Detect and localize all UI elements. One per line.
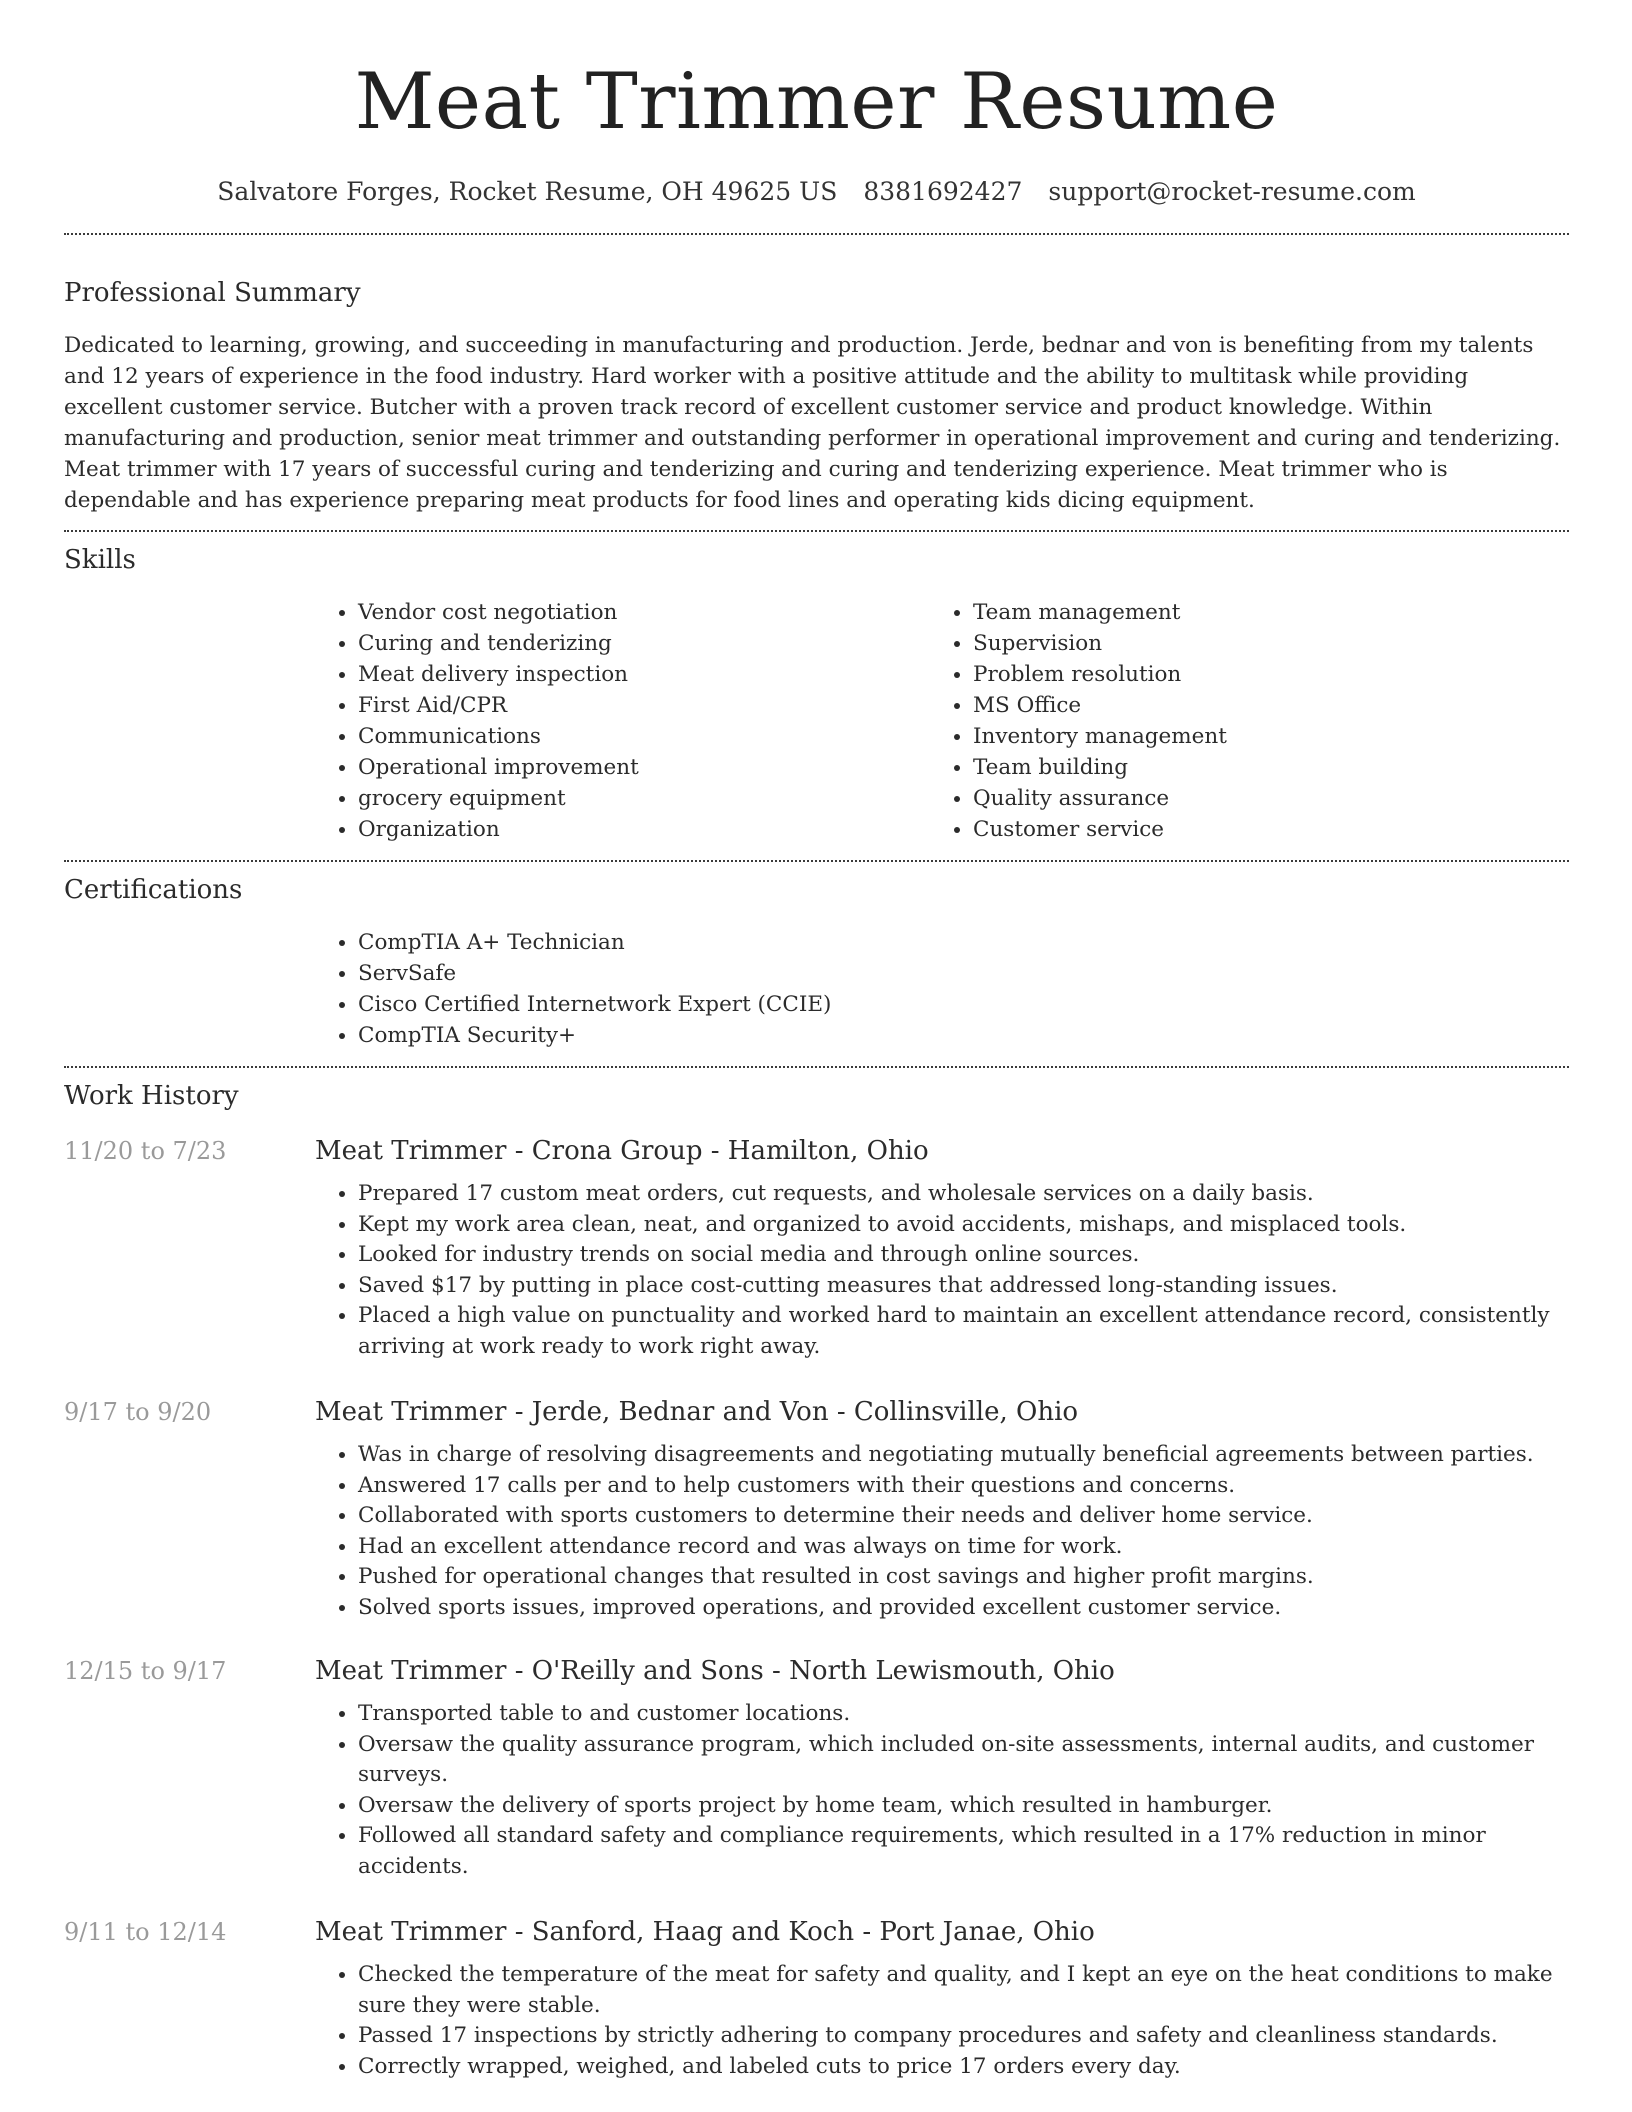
skill-item: • Organization <box>358 814 930 845</box>
skills-list-right <box>930 597 1545 845</box>
job-title: Meat Trimmer - Crona Group - Hamilton, Ohio <box>315 1136 929 1166</box>
skill-item: • Supervision <box>973 628 1545 659</box>
certification-item: • ServSafe <box>358 958 1569 989</box>
skill-item: • Quality assurance <box>973 783 1545 814</box>
skills-heading: Skills <box>64 545 136 575</box>
divider <box>64 233 1569 235</box>
work-history-heading: Work History <box>64 1081 239 1111</box>
divider <box>64 1066 1569 1068</box>
job-bullet: • Answered 17 calls per and to help customers with their questions and concerns. <box>358 1471 1569 1502</box>
summary-text: Dedicated to learning, growing, and succeeding in manufacturing and production. Jerde, bednar and von is benefiting from my talents and 12 years of experience in the food industry. Hard worker with a positive attitude and the ability to multitask while providing excellent customer service. Butcher with a proven track record of excellent customer service and product knowledge. Within manufacturing and production, senior meat trimmer and outstanding performer in operational improvement and curing and tenderizing. Meat trimmer with 17 years of successful curing and tenderizing and curing and tenderizing experience. Meat trimmer who is dependable and has experience preparing meat products for food lines and operating kids dicing equipment. <box>64 333 1561 513</box>
job-bullet: • Kept my work area clean, neat, and organized to avoid accidents, mishaps, and misplaced tools. <box>358 1210 1569 1241</box>
job-bullet: • Followed all standard safety and compliance requirements, which resulted in a 17% reduction in minor accidents. <box>358 1821 1569 1882</box>
skill-item: • Communications <box>358 721 930 752</box>
skill-item: • Inventory management <box>973 721 1545 752</box>
skill-item: • Team management <box>973 597 1545 628</box>
divider <box>64 530 1569 532</box>
job-entry <box>64 1916 1569 2082</box>
skill-item: • Team building <box>973 752 1545 783</box>
job-bullets <box>315 1960 1569 2082</box>
divider <box>64 860 1569 862</box>
job-bullet: • Was in charge of resolving disagreements and negotiating mutually beneficial agreements between parties. <box>358 1440 1569 1471</box>
skill-item: • Customer service <box>973 814 1545 845</box>
job-dates: 9/11 to 12/14 <box>64 1918 227 1946</box>
job-bullets <box>315 1179 1569 1362</box>
job-entry <box>64 1135 1569 1362</box>
skill-item: • Meat delivery inspection <box>358 659 930 690</box>
contact-address: Salvatore Forges, Rocket Resume, OH 49625 US <box>217 177 838 206</box>
work-history-list <box>64 1135 1569 2082</box>
job-dates: 12/15 to 9/17 <box>64 1657 227 1685</box>
summary-heading: Professional Summary <box>64 278 361 308</box>
certification-item: • Cisco Certified Internetwork Expert (CCIE) <box>358 989 1569 1020</box>
skill-item: • Curing and tenderizing <box>358 628 930 659</box>
certification-item: • CompTIA A+ Technician <box>358 927 1569 958</box>
contact-email: support@rocket-resume.com <box>1048 177 1416 206</box>
job-bullets <box>315 1440 1569 1623</box>
skills-list-left <box>315 597 930 845</box>
skills-grid <box>315 597 1569 845</box>
job-bullet: • Saved $17 by putting in place cost-cutting measures that addressed long-standing issues. <box>358 1271 1569 1302</box>
job-bullet: • Had an excellent attendance record and was always on time for work. <box>358 1532 1569 1563</box>
job-dates: 11/20 to 7/23 <box>64 1137 227 1165</box>
job-bullet: • Oversaw the delivery of sports project by home team, which resulted in hamburger. <box>358 1791 1569 1822</box>
skill-item: • Problem resolution <box>973 659 1545 690</box>
job-title: Meat Trimmer - Jerde, Bednar and Von - Collinsville, Ohio <box>315 1397 1079 1427</box>
certifications-heading: Certifications <box>64 875 243 905</box>
job-bullet: • Prepared 17 custom meat orders, cut requests, and wholesale services on a daily basis. <box>358 1179 1569 1210</box>
certification-item: • CompTIA Security+ <box>358 1020 1569 1051</box>
job-entry <box>64 1396 1569 1623</box>
job-bullet: • Pushed for operational changes that resulted in cost savings and higher profit margins. <box>358 1562 1569 1593</box>
resume-page <box>64 0 1569 2082</box>
job-details <box>315 1916 1569 2082</box>
contact-phone: 8381692427 <box>863 177 1023 206</box>
job-bullet: • Placed a high value on punctuality and worked hard to maintain an excellent attendance record, consistently arriving at work ready to work right away. <box>358 1301 1569 1362</box>
job-bullet: • Looked for industry trends on social media and through online sources. <box>358 1240 1569 1271</box>
job-bullet: • Collaborated with sports customers to determine their needs and deliver home service. <box>358 1501 1569 1532</box>
job-bullet: • Checked the temperature of the meat for safety and quality, and I kept an eye on the heat conditions to make sure they were stable. <box>358 1960 1569 2021</box>
job-details <box>315 1655 1569 1882</box>
job-title: Meat Trimmer - Sanford, Haag and Koch - Port Janae, Ohio <box>315 1917 1095 1947</box>
skill-item: • MS Office <box>973 690 1545 721</box>
job-bullet: • Passed 17 inspections by strictly adhering to company procedures and safety and cleanliness standards. <box>358 2021 1569 2052</box>
job-bullet: • Oversaw the quality assurance program, which included on-site assessments, internal audits, and customer surveys. <box>358 1730 1569 1791</box>
skill-item: • Operational improvement <box>358 752 930 783</box>
contact-line <box>64 176 1569 208</box>
job-bullets <box>315 1699 1569 1882</box>
skill-item: • First Aid/CPR <box>358 690 930 721</box>
job-bullet: • Correctly wrapped, weighed, and labeled cuts to price 17 orders every day. <box>358 2052 1569 2083</box>
job-details <box>315 1396 1569 1623</box>
job-dates: 9/17 to 9/20 <box>64 1398 212 1426</box>
skill-item: • Vendor cost negotiation <box>358 597 930 628</box>
skill-item: • grocery equipment <box>358 783 930 814</box>
job-title: Meat Trimmer - O'Reilly and Sons - North Lewismouth, Ohio <box>315 1656 1115 1686</box>
job-details <box>315 1135 1569 1362</box>
certifications-list <box>315 927 1569 1051</box>
job-bullet: • Solved sports issues, improved operations, and provided excellent customer service. <box>358 1593 1569 1624</box>
resume-title: Meat Trimmer Resume <box>354 57 1279 147</box>
job-bullet: • Transported table to and customer locations. <box>358 1699 1569 1730</box>
job-entry <box>64 1655 1569 1882</box>
